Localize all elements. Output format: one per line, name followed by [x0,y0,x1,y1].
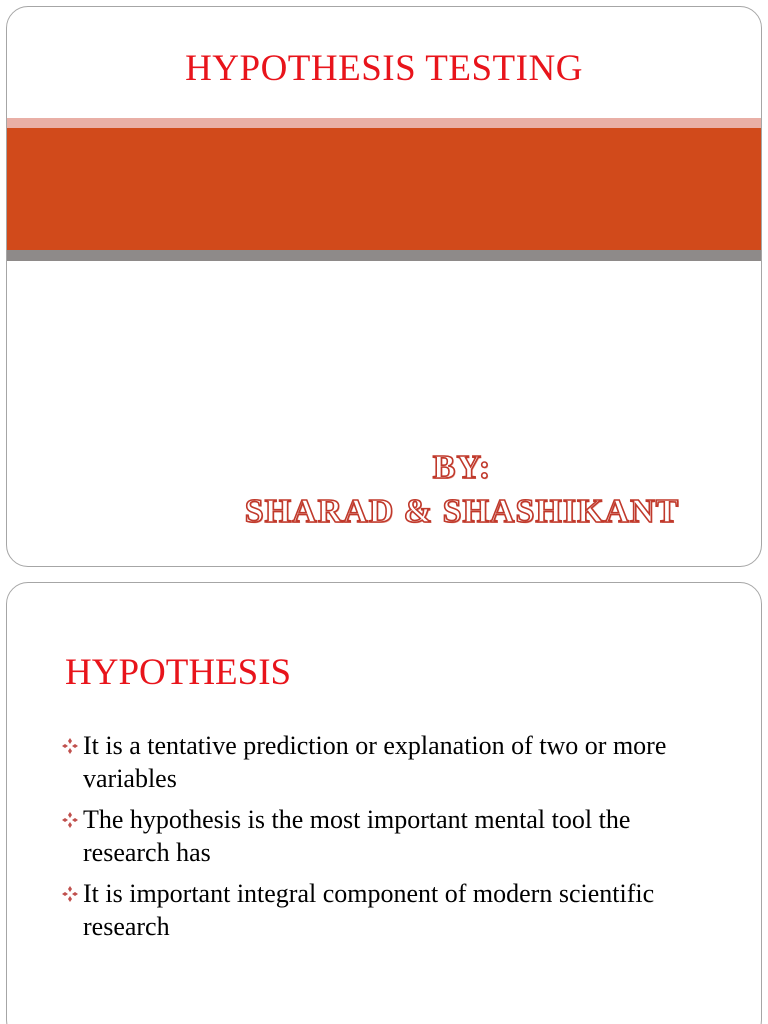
content-slide [6,582,762,1024]
slide-heading: HYPOTHESIS [65,652,292,693]
bullet-item [59,803,719,869]
bullet-text: It is important integral component of modern scientific research [83,879,655,941]
four-diamond-bullet-icon [61,737,79,755]
accent-band-pink [7,118,761,128]
bullet-item [59,729,719,795]
bullet-list [59,729,719,951]
title-slide [6,6,762,567]
four-diamond-bullet-icon [61,811,79,829]
accent-band-orange [7,128,761,250]
bullet-text: The hypothesis is the most important mental tool the research has [83,805,631,867]
author-names: SHARAD & SHASHIKANT [244,493,680,530]
accent-band-gray [7,250,761,261]
author-by-label: BY: [432,449,492,486]
four-diamond-bullet-icon [61,885,79,903]
bullet-item [59,877,719,943]
slide-title: HYPOTHESIS TESTING [185,48,583,89]
bullet-text: It is a tentative prediction or explanation of two or more variables [83,731,667,793]
